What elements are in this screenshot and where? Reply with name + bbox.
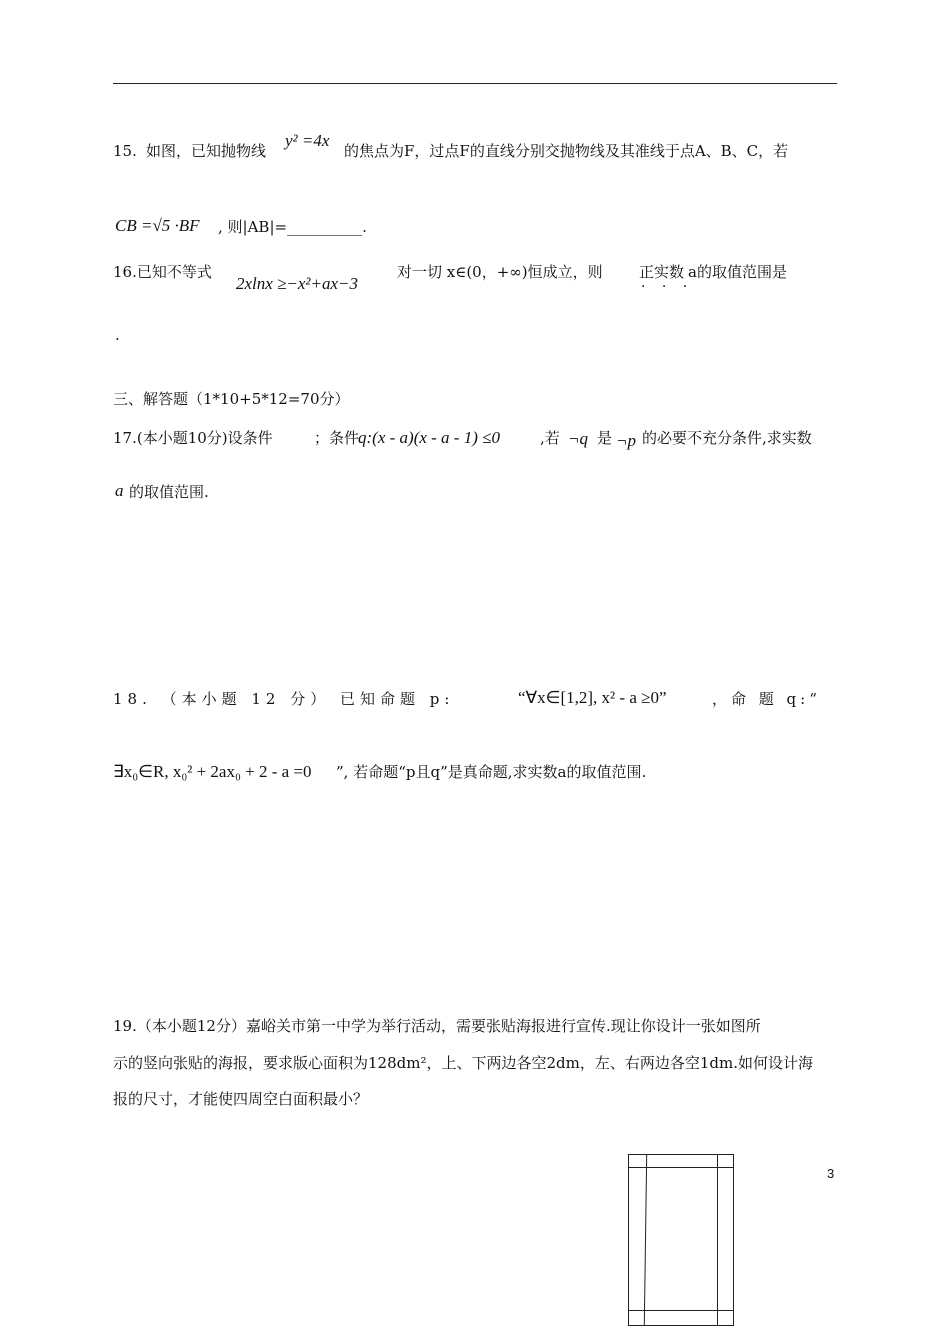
q18-q-statement: ∃x₀∈R, x₀² + 2ax₀ + 2 - a =0 [113, 762, 312, 781]
q18-rest: ”, 若命题“p且q”是真命题,求实数a的取值范围. [336, 763, 647, 781]
q17-text-1: 17.(本小题10分)设条件 [113, 429, 273, 447]
q17-line-2: 的取值范围. [129, 483, 209, 501]
q16-text-4: . [115, 326, 120, 344]
section-3-heading: 三、解答题（1*10+5*12=70分） [113, 390, 350, 408]
q16-inequality: 2xlnx ≥−x²+ax−3 [236, 274, 358, 293]
q15-number: 15. [113, 142, 137, 160]
q15-text-2: 的焦点为F，过点F的直线分别交抛物线及其准线于点A、B、C，若 [344, 142, 789, 160]
q15-text-1: 如图，已知抛物线 [146, 142, 267, 160]
q18-head: 18. （本小题 12 分） 已知命题 p: [113, 690, 455, 708]
q17-not-p: ¬p [616, 431, 636, 450]
page-number: 3 [827, 1166, 835, 1181]
q17-text-2: ；条件 [314, 429, 360, 447]
q16-text-3: a的取值范围是 [688, 263, 787, 281]
poster-figure [628, 1154, 734, 1326]
q18-p-statement: “∀x∈[1,2], x² - a ≥0” [518, 688, 667, 707]
q17-not-q: ¬q [568, 429, 588, 448]
q18-mid: ，命 题 q:“ [712, 690, 821, 708]
q19-line-2: 示的竖向张贴的海报，要求版心面积为128dm²，上、下两边各空2dm，左、右两边各空1dm.如何设计海 [113, 1054, 813, 1072]
q15-parabola-equation: y² =4x [285, 131, 330, 150]
q16-text-2: 对一切 x∈(0，+∞)恒成立，则 [397, 263, 603, 281]
poster-right-margin-line [717, 1155, 718, 1325]
q16-emphasis: 正实数 · · · [639, 263, 684, 281]
q17-q-inequality: q:(x - a)(x - a - 1) ≤0 [358, 428, 500, 447]
q17-text-3: ,若 [540, 429, 560, 447]
poster-left-margin-line [644, 1155, 648, 1325]
q19-line-1: 19.（本小题12分）嘉峪关市第一中学为举行活动，需要张贴海报进行宣传.现让你设计一张如图所 [113, 1017, 761, 1035]
header-rule [113, 83, 837, 84]
q15-text-3: , 则|AB|=__________. [218, 218, 367, 236]
q19-line-3: 报的尺寸，才能使四周空白面积最小？ [113, 1090, 369, 1108]
q17-text-5: 的必要不充分条件,求实数 [642, 429, 812, 447]
q15-condition-equation: CB =√5 ·BF [115, 216, 200, 235]
q16-text-1: 16.已知不等式 [113, 263, 212, 281]
q17-text-4: 是 [597, 429, 613, 447]
q17-var-a: a [115, 481, 124, 500]
